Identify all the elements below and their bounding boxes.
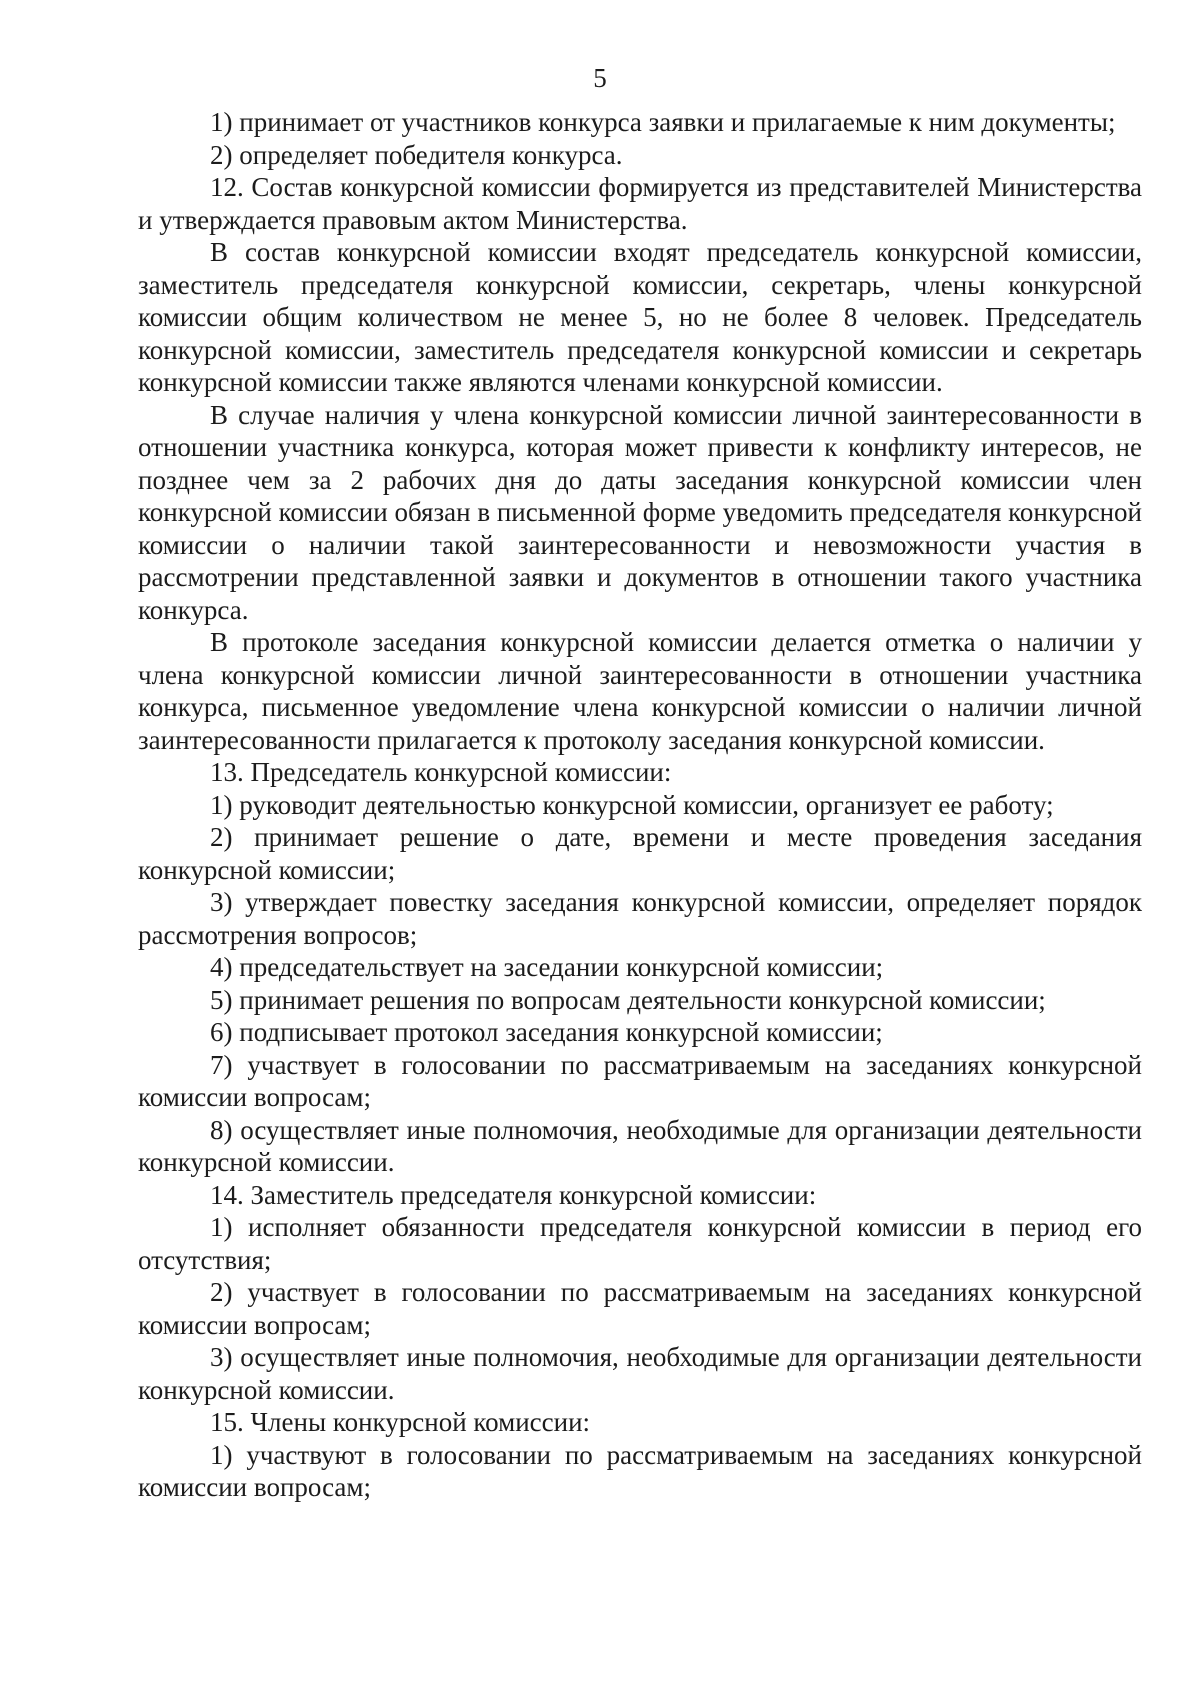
document-body (138, 106, 1142, 1504)
paragraph-item-1-accept-applications: 1) принимает от участников конкурса заявки и прилагаемые к ним документы; (210, 107, 1116, 137)
paragraph-chairman-item-5: 5) принимает решения по вопросам деятельности конкурсной комиссии; (210, 984, 1046, 1015)
paragraph-section-15: 15. Члены конкурсной комиссии: (210, 1407, 591, 1437)
paragraph-deputy-item-1: 1) исполняет обязанности председателя конкурсной комиссии в период его отсутствия; (138, 1212, 1142, 1275)
page-number: 5 (593, 63, 607, 93)
paragraph-members-item-1: 1) участвуют в голосовании по рассматриваемым на заседаниях конкурсной комиссии вопросам; (138, 1439, 1142, 1502)
paragraph-chairman-item-6: 6) подписывает протокол заседания конкурсной комиссии; (210, 1017, 883, 1047)
paragraph-chairman-item-1: 1) руководит деятельностью конкурсной комиссии, организует ее работу; (210, 789, 1054, 820)
paragraph-deputy-item-2: 2) участвует в голосовании по рассматриваемым на заседаниях конкурсной комиссии вопросам; (138, 1277, 1142, 1340)
paragraph-section-13: 13. Председатель конкурсной комиссии: (210, 757, 672, 787)
paragraph-chairman-item-7: 7) участвует в голосовании по рассматриваемым на заседаниях конкурсной комиссии вопросам; (138, 1049, 1142, 1112)
paragraph-deputy-item-3: 3) осуществляет иные полномочия, необходимые для организации деятельности конкурсной комиссии. (138, 1342, 1142, 1405)
paragraph-protocol-note: В протоколе заседания конкурсной комиссии делается отметка о наличии у члена конкурсной комиссии личной заинтересованности в отношении участника конкурса, письменное уведомление члена конкурсной комиссии о наличии личной заинтересованности прилагается к протоколу заседания конкурсной комиссии. (138, 627, 1142, 755)
paragraph-section-14: 14. Заместитель председателя конкурсной комиссии: (210, 1179, 817, 1210)
paragraph-conflict-of-interest: В случае наличия у члена конкурсной комиссии личной заинтересованности в отношении участника конкурса, которая может привести к конфликту интересов, не позднее чем за 2 рабочих дня до даты заседания конкурсной комиссии член конкурсной комиссии обязан в письменной форме уведомить председателя конкурсной комиссии о наличии такой заинтересованности и невозможности участия в рассмотрении представленной заявки и документов в отношении такого участника конкурса. (138, 399, 1142, 625)
paragraph-chairman-item-3: 3) утверждает повестку заседания конкурсной комиссии, определяет порядок рассмотрения вопросов; (138, 887, 1142, 950)
paragraph-section-12: 12. Состав конкурсной комиссии формируется из представителей Министерства и утверждается правовым актом Министерства. (138, 172, 1142, 235)
paragraph-chairman-item-2: 2) принимает решение о дате, времени и месте проведения заседания конкурсной комиссии; (138, 822, 1142, 885)
paragraph-chairman-item-4: 4) председательствует на заседании конкурсной комиссии; (210, 952, 884, 982)
paragraph-item-2-determine-winner: 2) определяет победителя конкурса. (210, 139, 623, 170)
paragraph-commission-composition: В состав конкурсной комиссии входят председатель конкурсной комиссии, заместитель председателя конкурсной комиссии, секретарь, члены конкурсной комиссии общим количеством не менее 5, но не более 8 человек. Председатель конкурсной комиссии, заместитель председателя конкурсной комиссии и секретарь конкурсной комиссии также являются членами конкурсной комиссии. (138, 237, 1142, 397)
paragraph-chairman-item-8: 8) осуществляет иные полномочия, необходимые для организации деятельности конкурсной комиссии. (138, 1114, 1142, 1177)
